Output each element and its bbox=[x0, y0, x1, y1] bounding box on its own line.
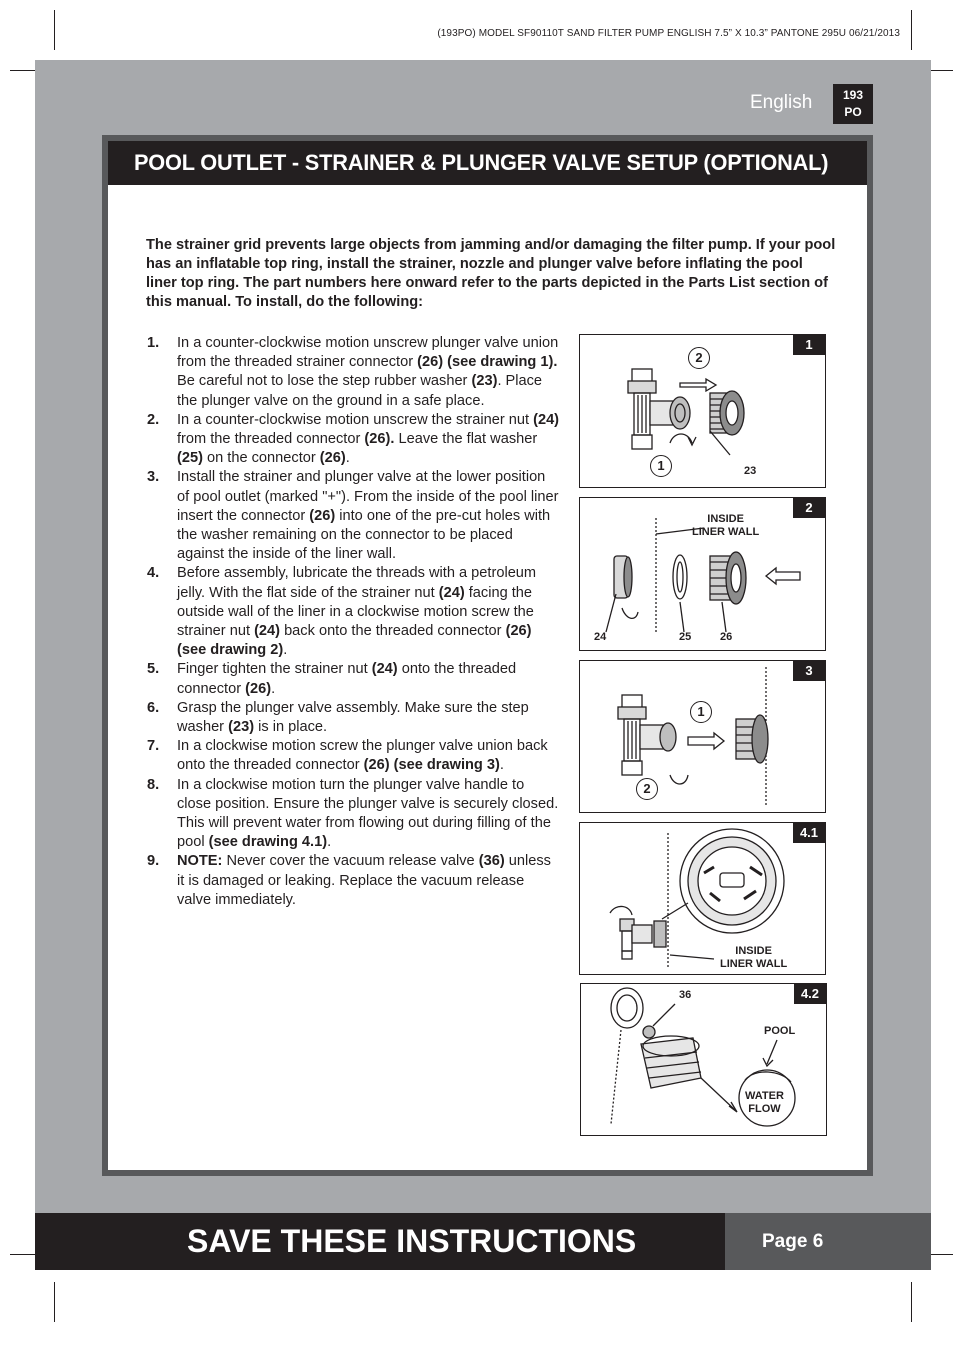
callout-2: 2 bbox=[688, 347, 710, 369]
step-text: Before assembly, lubricate the threads with a petroleum jelly. With the flat side of the strainer nut (24) facing the outside wall of the liner in a clockwise motion screw the strainer nut (24) back onto the threaded connector (26) (see drawing 2). bbox=[177, 565, 537, 659]
drawing-1 bbox=[579, 334, 826, 488]
step-number: 6. bbox=[147, 699, 160, 716]
callout-1: 1 bbox=[650, 455, 672, 477]
step-text: Finger tighten the strainer nut (24) onto the threaded connector (26). bbox=[177, 661, 517, 697]
step-text: Grasp the plunger valve assembly. Make sure the step washer (23) is in place. bbox=[177, 699, 529, 736]
drawing-tag: 1 bbox=[793, 335, 825, 355]
step-number: 3. bbox=[147, 469, 160, 486]
drawing-tag: 4.2 bbox=[794, 984, 826, 1004]
footer-bar bbox=[35, 1213, 725, 1270]
vacuum-release-valve-illustration bbox=[581, 984, 826, 1135]
callout-1: 1 bbox=[690, 701, 712, 723]
badge-region: PO bbox=[844, 105, 862, 119]
water-flow-label: WATER FLOW bbox=[745, 1090, 784, 1115]
step-number: 8. bbox=[147, 776, 160, 793]
drawing-4-2 bbox=[580, 983, 827, 1136]
part-label-24: 24 bbox=[594, 631, 607, 643]
step-number: 4. bbox=[147, 565, 160, 582]
step-4 bbox=[146, 564, 560, 660]
drawing-2 bbox=[579, 497, 826, 651]
drawing-tag: 4.1 bbox=[793, 823, 825, 843]
step-text: NOTE: Never cover the vacuum release valve (36) unless it is damaged or leaking. Replace the vacuum release valve immediately. bbox=[177, 853, 551, 908]
step-7 bbox=[146, 737, 560, 775]
step-6 bbox=[146, 699, 560, 737]
step-number: 2. bbox=[147, 411, 160, 428]
crop-mark bbox=[911, 1282, 912, 1322]
step-5 bbox=[146, 660, 560, 698]
instruction-steps bbox=[146, 334, 560, 910]
part-label-26: 26 bbox=[720, 631, 733, 643]
step-text: In a clockwise motion screw the plunger valve union back onto the threaded connector (26) (see drawing 3). bbox=[177, 738, 548, 774]
section-title: POOL OUTLET - STRAINER & PLUNGER VALVE SETUP (OPTIONAL) bbox=[108, 141, 867, 185]
step-text: In a clockwise motion turn the plunger valve handle to close position. Ensure the plunger valve is securely closed. This will prevent water from flowing out during filling of the pool (see drawing 4.1). bbox=[177, 776, 559, 851]
drawing-4-1 bbox=[579, 822, 826, 975]
inside-liner-wall-label: INSIDE LINER WALL bbox=[692, 513, 760, 538]
crop-mark bbox=[54, 1282, 55, 1322]
step-8 bbox=[146, 776, 560, 853]
part-label-25: 25 bbox=[679, 631, 692, 643]
step-text: Install the strainer and plunger valve at the lower position of pool outlet (marked "+"). From the inside of the pool liner insert the connector (26) into one of the pre-cut holes with the washer remaining on the connector to be placed against the inside of the liner wall. bbox=[177, 469, 559, 563]
intro-paragraph: The strainer grid prevents large objects from jamming and/or damaging the filter pump. If your pool has an inflatable top ring, install the strainer, nozzle and plunger valve before inflating the pool liner top ring. The part numbers here onward refer to the parts depicted in the Parts List section of this manual. To install, do the following: bbox=[146, 236, 836, 310]
inside-liner-wall-label: INSIDE LINER WALL bbox=[720, 945, 788, 970]
valve-closed-illustration bbox=[580, 823, 825, 974]
step-1 bbox=[146, 334, 560, 411]
step-text: In a counter-clockwise motion unscrew plunger valve union from the threaded strainer connector (26) (see drawing 1). Be careful not to lose the step rubber washer (23). Place the plunger valve on the ground in a safe place. bbox=[177, 335, 559, 409]
drawing-tag: 2 bbox=[793, 498, 825, 518]
step-9 bbox=[146, 852, 560, 910]
badge-code: 193 bbox=[842, 88, 864, 102]
part-label-36: 36 bbox=[679, 989, 692, 1001]
callout-2: 2 bbox=[636, 778, 658, 800]
step-number: 9. bbox=[147, 853, 160, 870]
language-badge bbox=[833, 84, 873, 124]
crop-mark bbox=[911, 10, 912, 50]
step-3 bbox=[146, 468, 560, 564]
drawing-3 bbox=[579, 660, 826, 813]
step-2 bbox=[146, 411, 560, 469]
print-header: (193PO) MODEL SF90110T SAND FILTER PUMP ENGLISH 7.5” X 10.3” PANTONE 295U 06/21/2013 bbox=[437, 28, 900, 39]
step-number: 7. bbox=[147, 738, 160, 755]
pool-label: POOL bbox=[764, 1025, 796, 1037]
plunger-valve-reassembly-illustration bbox=[580, 661, 825, 812]
crop-mark bbox=[54, 10, 55, 50]
language-label: English bbox=[750, 92, 813, 113]
drawing-tag: 3 bbox=[793, 661, 825, 681]
part-label-23: 23 bbox=[744, 465, 757, 477]
step-text: In a counter-clockwise motion unscrew the strainer nut (24) from the threaded connector (26). Leave the flat washer (25) on the connector (26). bbox=[177, 411, 560, 467]
step-number: 5. bbox=[147, 661, 160, 678]
page-number: Page 6 bbox=[725, 1213, 931, 1270]
footer-title: SAVE THESE INSTRUCTIONS bbox=[187, 1223, 637, 1259]
step-number: 1. bbox=[147, 335, 160, 351]
